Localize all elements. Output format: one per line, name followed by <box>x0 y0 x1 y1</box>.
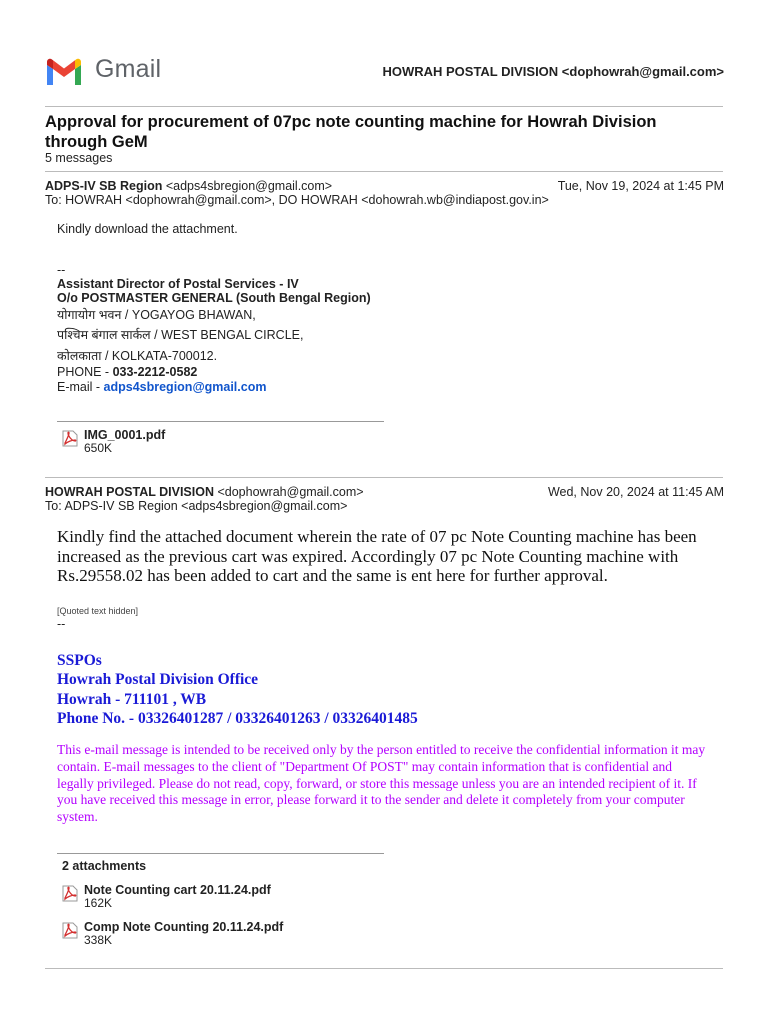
attachment-item[interactable] <box>62 428 166 455</box>
message2-body: Kindly find the attached document wherein the rate of 07 pc Note Counting machine has been increased as the previous cart was expired. Accordingly 07 pc Note Counting machine with Rs.29558.02 has been added to cart and the same is ent here for further approval. <box>57 527 697 585</box>
signature-line: Howrah Postal Division Office <box>57 671 259 688</box>
sender-name: ADPS-IV SB Region <box>45 179 163 193</box>
message2-sender[interactable] <box>45 485 364 500</box>
message1-date: Tue, Nov 19, 2024 at 1:45 PM <box>557 179 724 193</box>
attachment-size: 162K <box>84 896 113 910</box>
gmail-wordmark: Gmail <box>95 55 162 83</box>
signature-dashes: -- <box>57 263 66 277</box>
signature-line: पश्चिम बंगाल सार्कल / WEST BENGAL CIRCLE, <box>57 328 304 342</box>
sender-name: HOWRAH POSTAL DIVISION <box>45 485 214 499</box>
account-name: HOWRAH POSTAL DIVISION <dophowrah@gmail.com> <box>382 64 724 79</box>
legal-disclaimer: This e-mail message is intended to be received only by the person entitled to receive the confidential information it may contain. E-mail messages to the client of "Department Of POST" may contain information that is confidential and legally privileged. Please do not read, copy, forward, or store this message unless you are an intended recipient of it. If you have received this message in error, please forward it to the sender and delete it completely from your computer system. <box>57 742 706 825</box>
attachment-size: 650K <box>84 441 113 455</box>
pdf-file-icon <box>62 922 78 939</box>
signature-line: SSPOs <box>57 652 102 669</box>
attachment-divider <box>57 421 384 422</box>
divider <box>45 968 723 969</box>
message-count: 5 messages <box>45 151 113 165</box>
message2-recipients: To: ADPS-IV SB Region <adps4sbregion@gmail.com> <box>45 499 348 513</box>
gmail-logo-icon <box>44 56 84 86</box>
attachment-size: 338K <box>84 933 113 947</box>
thread-subject: Approval for procurement of 07pc note counting machine for Howrah Division through GeM <box>45 113 657 151</box>
attachments-count: 2 attachments <box>62 859 147 873</box>
signature-line: O/o POSTMASTER GENERAL (South Bengal Region) <box>57 291 371 305</box>
divider <box>45 106 723 107</box>
signature-phone <box>57 365 197 380</box>
attachment-item[interactable] <box>62 920 284 947</box>
phone-value: 033-2212-0582 <box>112 365 198 379</box>
email-link[interactable]: adps4sbregion@gmail.com <box>103 380 267 394</box>
signature-line: Howrah - 711101 , WB <box>57 691 207 708</box>
attachment-name: Comp Note Counting 20.11.24.pdf <box>84 920 284 934</box>
signature-email <box>57 380 266 395</box>
message1-recipients: To: HOWRAH <dophowrah@gmail.com>, DO HOWRAH <dohowrah.wb@indiapost.gov.in> <box>45 193 549 207</box>
divider <box>45 171 723 172</box>
divider <box>45 477 723 478</box>
signature-line: योगायोग भवन / YOGAYOG BHAWAN, <box>57 308 256 322</box>
attachment-name: IMG_0001.pdf <box>84 428 166 442</box>
signature-line: कोलकाता / KOLKATA-700012. <box>57 349 218 363</box>
phone-label: PHONE - <box>57 365 113 379</box>
pdf-file-icon <box>62 430 78 447</box>
message2-date: Wed, Nov 20, 2024 at 11:45 AM <box>547 485 724 499</box>
quoted-text-toggle[interactable]: [Quoted text hidden] <box>57 606 139 616</box>
pdf-file-icon <box>62 885 78 902</box>
attachment-divider <box>57 853 384 854</box>
signature-dashes: -- <box>57 617 66 631</box>
signature-line: Phone No. - 03326401287 / 03326401263 / 03326401485 <box>57 710 418 727</box>
attachment-name: Note Counting cart 20.11.24.pdf <box>84 883 271 897</box>
attachment-item[interactable] <box>62 883 271 910</box>
email-label: E-mail - <box>57 380 104 394</box>
sender-email: <dophowrah@gmail.com> <box>214 485 364 499</box>
message1-body: Kindly download the attachment. <box>57 222 238 236</box>
sender-email: <adps4sbregion@gmail.com> <box>162 179 333 193</box>
signature-line: Assistant Director of Postal Services - IV <box>57 277 299 291</box>
message1-sender[interactable] <box>45 179 332 194</box>
